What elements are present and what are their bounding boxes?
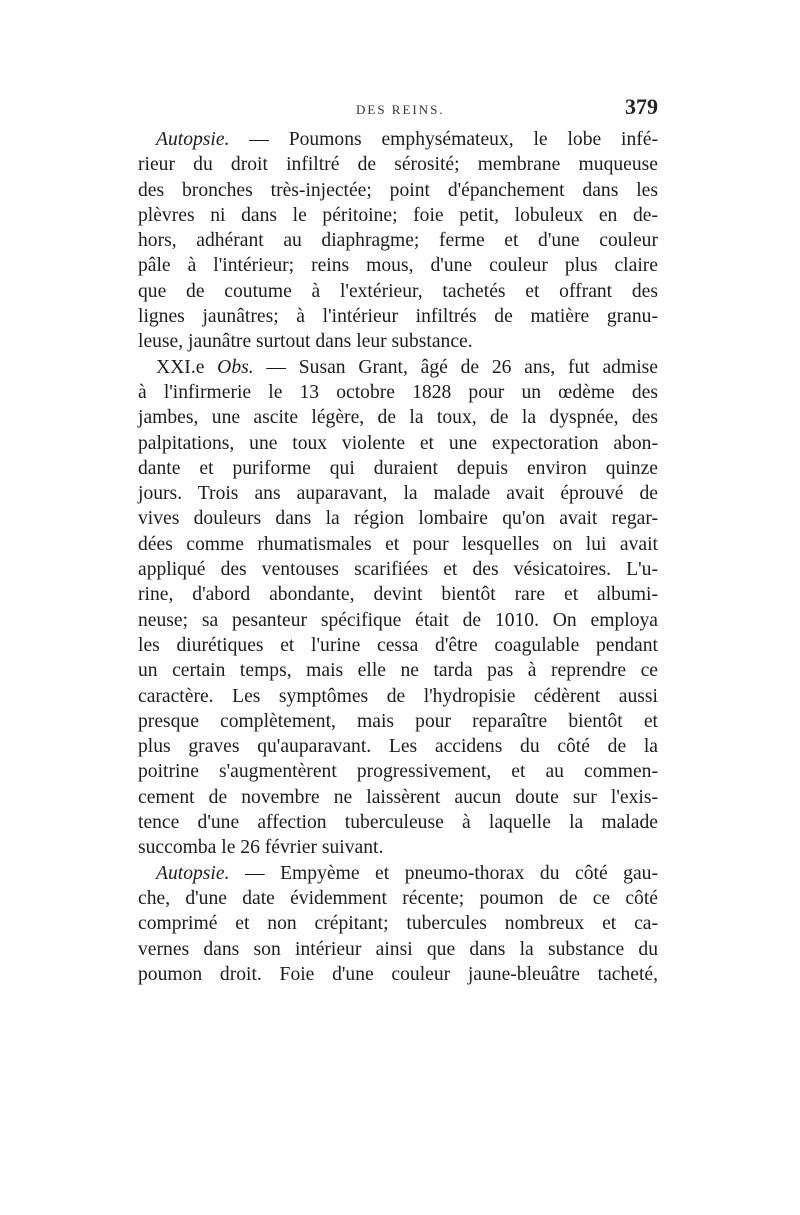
- line-text: les diurétiques et l'urine cessa d'être coagulable pendant: [138, 634, 658, 656]
- text-line: [138, 178, 658, 203]
- text-line: [138, 886, 658, 911]
- text-line: [138, 633, 658, 658]
- text-line: [138, 127, 658, 152]
- text-line: [138, 380, 658, 405]
- text-line: [138, 481, 658, 506]
- line-text: rieur du droit infiltré de sérosité; membrane muqueuse: [138, 154, 658, 176]
- line-text: à l'infirmerie le 13 octobre 1828 pour un œdème des: [138, 381, 658, 403]
- line-text: que de coutume à l'extérieur, tachetés et offrant des: [138, 280, 658, 302]
- line-text: vernes dans son intérieur ainsi que dans la substance du: [138, 938, 658, 960]
- text-line: [138, 355, 658, 380]
- text-line: [138, 152, 658, 177]
- line-text: jambes, une ascite légère, de la toux, de la dyspnée, des: [138, 407, 658, 429]
- body-text: [138, 127, 658, 987]
- text-line: [138, 405, 658, 430]
- text-line: [138, 962, 658, 987]
- text-line: [138, 582, 658, 607]
- text-line: [138, 709, 658, 734]
- text-line: [138, 506, 658, 531]
- text-line: [138, 861, 658, 886]
- section-lead: Autopsie.: [156, 129, 230, 150]
- line-text: tence d'une affection tuberculeuse à laquelle la malade: [138, 812, 658, 834]
- line-text: vives douleurs dans la région lombaire qu'on avait regar-: [138, 508, 658, 530]
- line-text: jours. Trois ans auparavant, la malade avait éprouvé de: [138, 483, 658, 505]
- line-text: palpitations, une toux violente et une expectoration abon-: [138, 432, 658, 454]
- page-number: 379: [625, 94, 658, 119]
- text-line: [138, 557, 658, 582]
- text-line: [138, 304, 658, 329]
- line-text: leuse, jaunâtre surtout dans leur substance.: [138, 331, 473, 353]
- line-text: — Susan Grant, âgé de 26 ans, fut admise: [253, 356, 658, 378]
- text-line: [138, 228, 658, 253]
- text-line: [138, 279, 658, 304]
- line-text: hors, adhérant au diaphragme; ferme et d'une couleur: [138, 230, 658, 252]
- line-text: plèvres ni dans le péritoine; foie petit, lobuleux en de-: [138, 204, 658, 226]
- line-text: rine, d'abord abondante, devint bientôt rare et albumi-: [138, 584, 658, 606]
- running-title: DES REINS.: [356, 102, 445, 117]
- text-line: [138, 734, 658, 759]
- line-text: caractère. Les symptômes de l'hydropisie cédèrent aussi: [138, 685, 658, 707]
- text-line: [138, 456, 658, 481]
- line-text: un certain temps, mais elle ne tarda pas à reprendre ce: [138, 660, 658, 682]
- text-line: [138, 203, 658, 228]
- section-lead: Autopsie.: [156, 862, 230, 884]
- line-text: che, d'une date évidemment récente; poumon de ce côté: [138, 887, 658, 909]
- text-line: [138, 608, 658, 633]
- line-text: poumon droit. Foie d'une couleur jaune-bleuâtre tacheté,: [138, 963, 658, 985]
- line-text: — Poumons emphysémateux, le lobe infé-: [229, 129, 658, 150]
- text-line: [138, 810, 658, 835]
- text-line: [138, 253, 658, 278]
- line-text: plus graves qu'auparavant. Les accidens du côté de la: [138, 736, 658, 758]
- text-line: [138, 911, 658, 936]
- text-line: [138, 835, 658, 860]
- line-text: succomba le 26 février suivant.: [138, 837, 384, 859]
- text-line: [138, 785, 658, 810]
- page-header: [140, 94, 660, 130]
- line-text: comprimé et non crépitant; tubercules nombreux et ca-: [138, 913, 658, 935]
- line-text: dées comme rhumatismales et pour lesquelles on lui avait: [138, 533, 658, 555]
- line-text: lignes jaunâtres; à l'intérieur infiltrés de matière granu-: [138, 306, 658, 328]
- text-line: [138, 937, 658, 962]
- line-text: — Empyème et pneumo-thorax du côté gau-: [229, 862, 658, 884]
- observation-label: Obs.: [204, 356, 254, 378]
- text-line: [138, 329, 658, 354]
- line-text: pâle à l'intérieur; reins mous, d'une couleur plus claire: [138, 255, 658, 277]
- line-text: poitrine s'augmentèrent progressivement, et au commen-: [138, 761, 658, 783]
- text-line: [138, 431, 658, 456]
- line-text: neuse; sa pesanteur spécifique était de 1010. On employa: [138, 609, 658, 631]
- observation-number: XXI.e: [156, 356, 205, 378]
- line-text: des bronches très-injectée; point d'épanchement dans les: [138, 179, 658, 201]
- line-text: cement de novembre ne laissèrent aucun doute sur l'exis-: [138, 786, 658, 808]
- text-line: [138, 759, 658, 784]
- line-text: appliqué des ventouses scarifiées et des vésicatoires. L'u-: [138, 559, 658, 581]
- text-line: [138, 684, 658, 709]
- text-line: [138, 658, 658, 683]
- text-line: [138, 532, 658, 557]
- line-text: presque complètement, mais pour reparaître bientôt et: [138, 710, 658, 732]
- line-text: dante et puriforme qui duraient depuis environ quinze: [138, 457, 658, 479]
